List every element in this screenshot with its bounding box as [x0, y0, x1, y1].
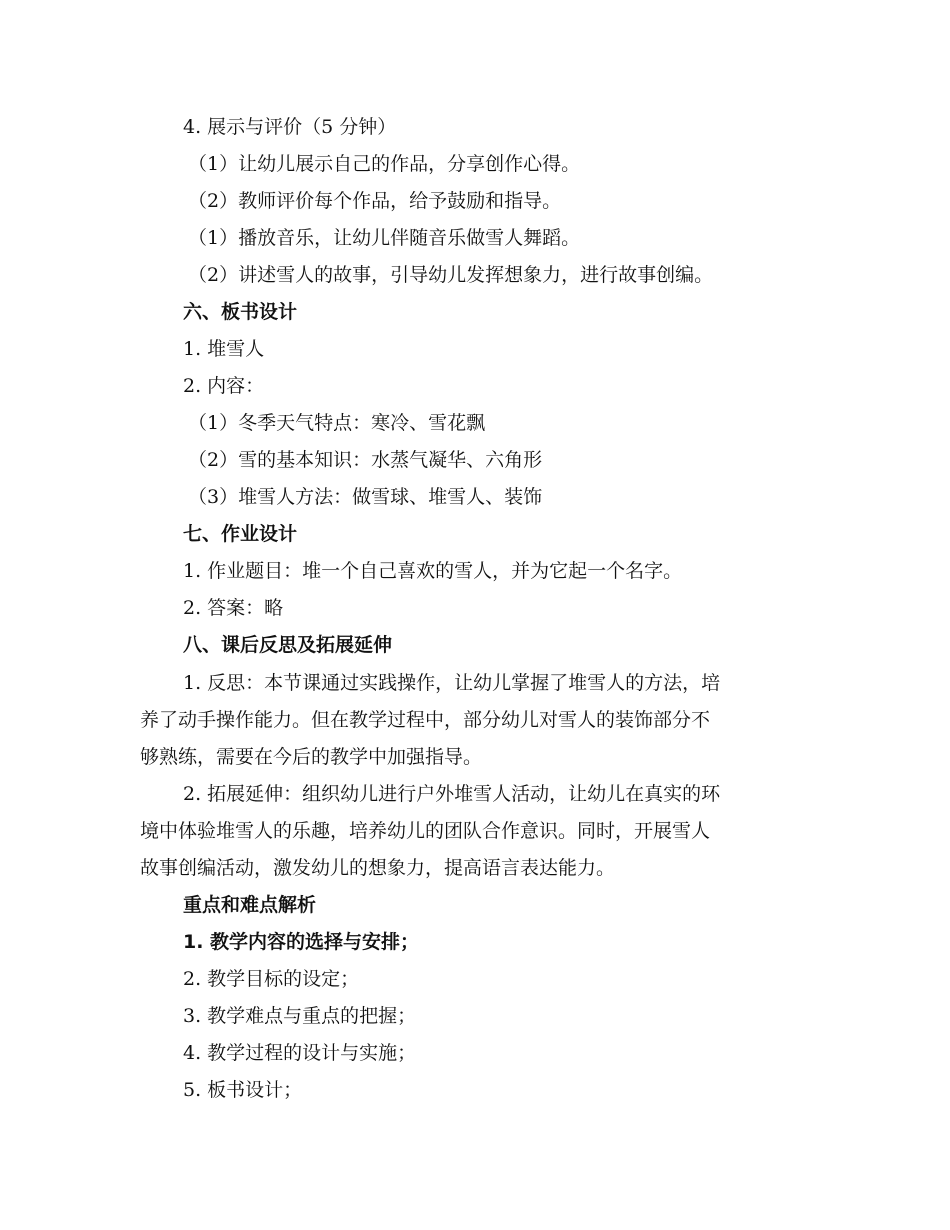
list-item: 5. 板书设计； [183, 1079, 303, 1101]
paragraph-line: 故事创编活动，激发幼儿的想象力，提高语言表达能力。 [140, 857, 616, 879]
list-item: 1. 教学内容的选择与安排； [183, 931, 420, 953]
list-item: （1）播放音乐，让幼儿伴随音乐做雪人舞蹈。 [188, 227, 581, 249]
list-item: 4. 教学过程的设计与实施； [183, 1042, 417, 1064]
list-item: 1. 堆雪人 [183, 338, 265, 360]
paragraph-line: 2. 拓展延伸：组织幼儿进行户外堆雪人活动，让幼儿在真实的环 [183, 783, 721, 805]
section-7-heading: 七、作业设计 [183, 523, 298, 545]
list-item: （1）冬季天气特点：寒冷、雪花飘 [188, 412, 486, 434]
list-item: 2. 教学目标的设定； [183, 968, 360, 990]
list-item: （3）堆雪人方法：做雪球、堆雪人、装饰 [188, 486, 543, 508]
list-item: 3. 教学难点与重点的把握； [183, 1005, 417, 1027]
section-8-heading: 八、课后反思及拓展延伸 [183, 634, 393, 656]
list-item: （2）雪的基本知识：水蒸气凝华、六角形 [188, 449, 543, 471]
list-item: 1. 作业题目：堆一个自己喜欢的雪人，并为它起一个名字。 [183, 560, 683, 582]
paragraph-line: 境中体验堆雪人的乐趣，培养幼儿的团队合作意识。同时，开展雪人 [140, 820, 711, 842]
list-item: （2）教师评价每个作品，给予鼓励和指导。 [188, 190, 562, 212]
list-item: 2. 内容： [183, 375, 265, 397]
paragraph-line: 1. 反思：本节课通过实践操作，让幼儿掌握了堆雪人的方法，培 [183, 672, 721, 694]
paragraph-line: 够熟练，需要在今后的教学中加强指导。 [140, 746, 483, 768]
list-item: （1）让幼儿展示自己的作品，分享创作心得。 [188, 153, 581, 175]
paragraph-line: 养了动手操作能力。但在教学过程中，部分幼儿对雪人的装饰部分不 [140, 709, 711, 731]
section-6-heading: 六、板书设计 [183, 301, 298, 323]
section-4-title: 4. 展示与评价（5 分钟） [183, 116, 397, 138]
list-item: （2）讲述雪人的故事，引导幼儿发挥想象力，进行故事创编。 [188, 264, 714, 286]
key-points-heading: 重点和难点解析 [183, 894, 317, 916]
list-item: 2. 答案：略 [183, 597, 284, 619]
